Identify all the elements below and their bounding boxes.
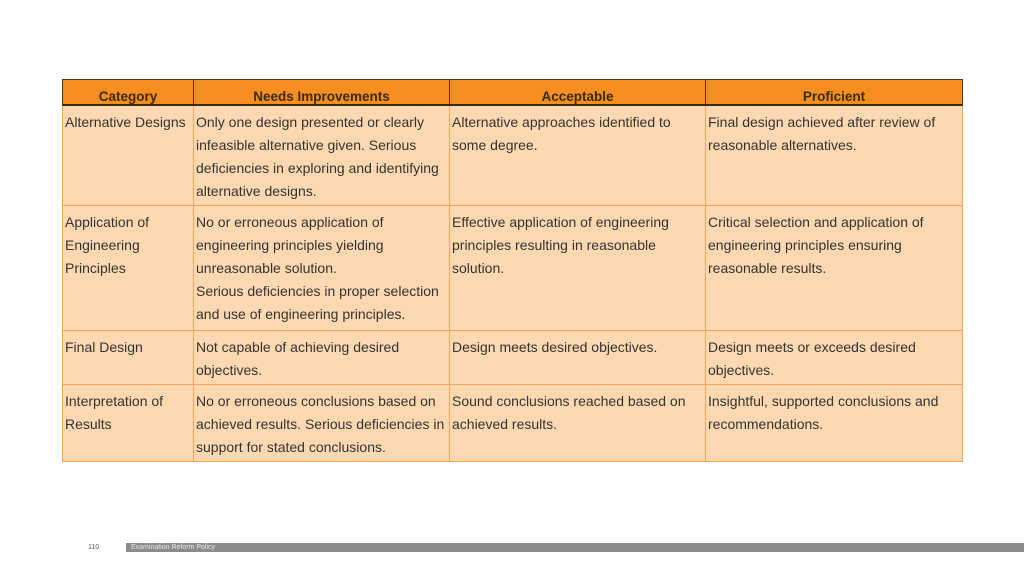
cell-line: engineering principles yielding <box>196 236 384 253</box>
acceptable-cell <box>450 205 706 330</box>
category-cell <box>63 205 194 330</box>
proficient-cell <box>706 205 963 330</box>
cell-line: Application of <box>65 213 150 230</box>
table-row <box>63 330 963 384</box>
cell-line: recommendations. <box>708 415 824 432</box>
header-acceptable: Acceptable <box>450 80 706 105</box>
needs-improvements-cell <box>194 384 450 461</box>
rubric-table <box>62 79 963 462</box>
cell-line: alternative designs. <box>196 182 317 199</box>
cell-line: Interpretation of <box>65 392 164 409</box>
needs-improvements-cell <box>194 205 450 330</box>
acceptable-cell <box>450 105 706 206</box>
cell-line: Critical selection and application of <box>708 213 924 230</box>
cell-line: infeasible alternative given. Serious <box>196 136 417 153</box>
cell-line: Final design achieved after review of <box>708 113 936 130</box>
cell-line: Results <box>65 415 112 432</box>
cell-line: No or erroneous conclusions based on <box>196 392 436 409</box>
cell-line: Serious deficiencies in proper selection <box>196 282 439 299</box>
cell-line: Design meets or exceeds desired <box>708 338 916 355</box>
cell-line: solution. <box>452 259 505 276</box>
proficient-cell <box>706 105 963 206</box>
proficient-cell <box>706 384 963 461</box>
header-category: Category <box>63 80 194 105</box>
cell-line: principles resulting in reasonable <box>452 236 656 253</box>
header-row <box>63 80 963 105</box>
cell-line: engineering principles ensuring <box>708 236 902 253</box>
cell-line: Principles <box>65 259 126 276</box>
header-proficient: Proficient <box>706 80 963 105</box>
page-number: 110 <box>88 544 100 551</box>
cell-line: achieved results. <box>452 415 558 432</box>
cell-line: deficiencies in exploring and identifying <box>196 159 439 176</box>
cell-line: Engineering <box>65 236 140 253</box>
cell-line: Alternative Designs <box>65 113 186 130</box>
proficient-cell <box>706 330 963 384</box>
cell-line: objectives. <box>196 361 263 378</box>
header-needs-improvements: Needs Improvements <box>194 80 450 105</box>
cell-line: reasonable alternatives. <box>708 136 857 153</box>
table-row <box>63 105 963 206</box>
needs-improvements-cell <box>194 330 450 384</box>
cell-line: Effective application of engineering <box>452 213 669 230</box>
category-cell <box>63 330 194 384</box>
cell-line: objectives. <box>708 361 775 378</box>
cell-line: some degree. <box>452 136 538 153</box>
category-cell <box>63 384 194 461</box>
cell-line: Alternative approaches identified to <box>452 113 671 130</box>
cell-line: and use of engineering principles. <box>196 305 406 322</box>
acceptable-cell <box>450 384 706 461</box>
cell-line: Design meets desired objectives. <box>452 338 658 355</box>
cell-line: Final Design <box>65 338 143 355</box>
cell-line: reasonable results. <box>708 259 827 276</box>
cell-line: Insightful, supported conclusions and <box>708 392 939 409</box>
cell-line: No or erroneous application of <box>196 213 384 230</box>
needs-improvements-cell <box>194 105 450 206</box>
cell-line: Only one design presented or clearly <box>196 113 425 130</box>
acceptable-cell <box>450 330 706 384</box>
table-row <box>63 205 963 330</box>
footer-label: Examination Reform Policy <box>131 544 216 551</box>
table-row <box>63 384 963 461</box>
cell-line: achieved results. Serious deficiencies in <box>196 415 445 432</box>
category-cell <box>63 105 194 206</box>
cell-line: unreasonable solution. <box>196 259 337 276</box>
cell-line: Not capable of achieving desired <box>196 338 400 355</box>
footer-bar <box>126 543 1024 552</box>
cell-line: support for stated conclusions. <box>196 438 386 455</box>
cell-line: Sound conclusions reached based on <box>452 392 686 409</box>
